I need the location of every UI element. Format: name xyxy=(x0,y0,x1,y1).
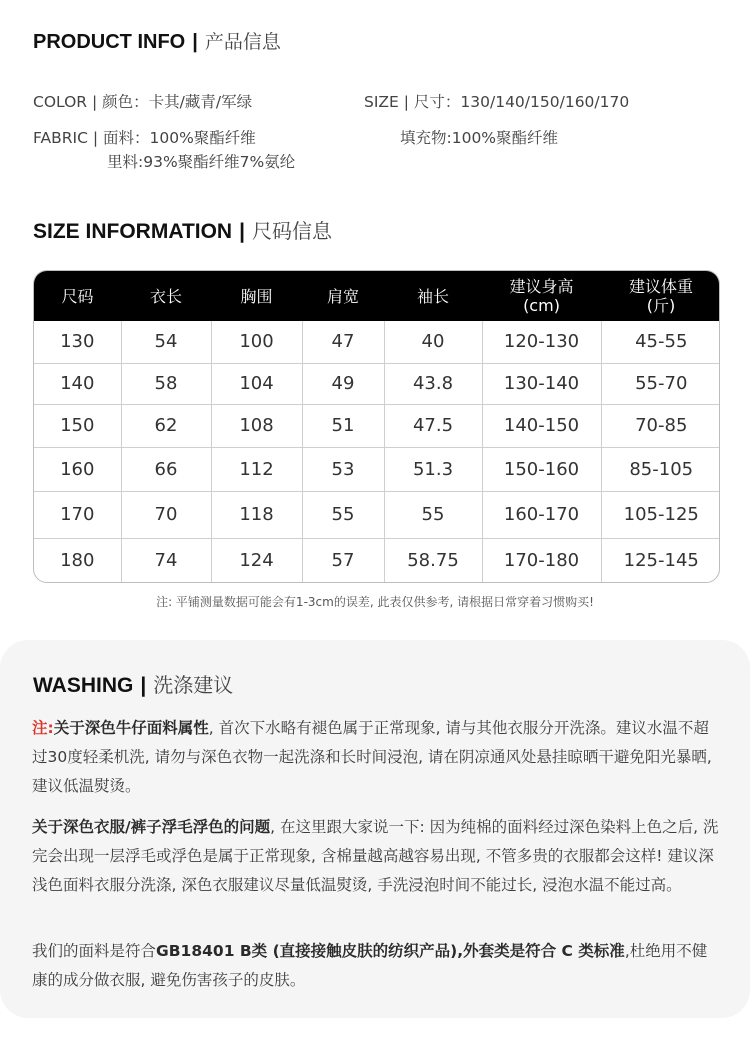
table-row xyxy=(34,404,720,447)
size-label: SIZE | 尺寸： xyxy=(364,93,461,111)
table-cell: 170 xyxy=(34,491,121,538)
fabric-label: FABRIC | 面料： xyxy=(33,129,150,147)
table-cell: 55 xyxy=(384,491,482,538)
washing-paragraph-lint xyxy=(32,813,722,900)
table-cell: 55 xyxy=(302,491,384,538)
color-value: 卡其/藏青/军绿 xyxy=(148,93,253,111)
table-cell: 104 xyxy=(211,363,302,404)
washing-title-en: WASHING xyxy=(33,674,134,697)
table-cell: 43.8 xyxy=(384,363,482,404)
table-cell: 66 xyxy=(121,447,211,491)
size-info-title-zh: 尺码信息 xyxy=(252,219,332,243)
table-cell: 120-130 xyxy=(482,321,601,363)
table-cell: 108 xyxy=(211,404,302,447)
paragraph-text: 我们的面料是符合 xyxy=(32,942,157,960)
table-cell: 49 xyxy=(302,363,384,404)
size-value: 130/140/150/160/170 xyxy=(460,93,630,111)
header-sleeve: 袖长 xyxy=(416,286,449,306)
header-height: 建议身高 (cm) xyxy=(509,277,574,315)
table-cell: 100 xyxy=(211,321,302,363)
product-info-title-zh: 产品信息 xyxy=(204,31,281,53)
table-cell: 58 xyxy=(121,363,211,404)
table-cell: 140 xyxy=(34,363,121,404)
paragraph-text: , 在这里跟大家说一下: 因为纯棉的面料经过深色染料上色之后, 洗完会出现一层浮毛或浮色是属于正常现象, 含棉量越高越容易出现, 不管多贵的衣服都会这样! 建议深浅色面料衣服分洗涤, 深色衣服建议尽量低温熨烫, 手洗浸泡时间不能过长, 浸泡水温不能过高。 xyxy=(32,818,719,894)
table-cell: 180 xyxy=(34,538,121,582)
fabric-spec xyxy=(33,126,256,148)
table-cell: 47.5 xyxy=(384,404,482,447)
table-cell: 112 xyxy=(211,447,302,491)
paragraph-lead: 关于深色衣服/裤子浮毛浮色的问题 xyxy=(32,818,271,836)
table-cell: 57 xyxy=(302,538,384,582)
table-cell: 150-160 xyxy=(482,447,601,491)
table-row xyxy=(34,447,720,491)
size-info-title-en: SIZE INFORMATION xyxy=(33,220,233,243)
table-cell: 118 xyxy=(211,491,302,538)
size-spec xyxy=(364,90,629,112)
color-spec xyxy=(33,90,252,112)
table-cell: 51.3 xyxy=(384,447,482,491)
table-cell: 58.75 xyxy=(384,538,482,582)
header-length: 衣长 xyxy=(149,286,182,306)
table-cell: 125-145 xyxy=(601,538,720,582)
table-row xyxy=(34,363,720,404)
table-cell: 40 xyxy=(384,321,482,363)
heading-separator: | xyxy=(239,220,245,243)
heading-separator: | xyxy=(192,31,198,53)
table-row xyxy=(34,491,720,538)
fabric-value: 100%聚酯纤维 xyxy=(149,129,256,147)
table-cell: 51 xyxy=(302,404,384,447)
washing-paragraph-standard xyxy=(32,937,722,995)
table-cell: 70 xyxy=(121,491,211,538)
paragraph-text: ,杜绝用不健康的成分做衣服, 避免伤害孩子的皮肤。 xyxy=(32,942,708,989)
table-cell: 105-125 xyxy=(601,491,720,538)
table-cell: 47 xyxy=(302,321,384,363)
table-cell: 85-105 xyxy=(601,447,720,491)
filling-spec: 填充物:100%聚酯纤维 xyxy=(400,129,559,147)
table-cell: 150 xyxy=(34,404,121,447)
product-info-title-en: PRODUCT INFO xyxy=(33,31,186,53)
paragraph-lead: 关于深色牛仔面料属性 xyxy=(53,719,209,737)
table-cell: 74 xyxy=(121,538,211,582)
table-cell: 170-180 xyxy=(482,538,601,582)
table-cell: 130-140 xyxy=(482,363,601,404)
table-cell: 124 xyxy=(211,538,302,582)
table-cell: 70-85 xyxy=(601,404,720,447)
table-cell: 160-170 xyxy=(482,491,601,538)
heading-separator: | xyxy=(140,674,147,697)
table-cell: 62 xyxy=(121,404,211,447)
table-row xyxy=(34,538,720,582)
washing-paragraph-denim xyxy=(32,714,722,801)
table-cell: 130 xyxy=(60,331,95,353)
table-cell: 53 xyxy=(302,447,384,491)
note-prefix: 注: xyxy=(32,719,54,737)
table-row xyxy=(34,321,720,363)
header-size: 尺码 xyxy=(61,286,94,306)
size-table-header-row xyxy=(34,271,720,321)
washing-heading xyxy=(33,669,233,698)
size-table xyxy=(33,270,720,583)
table-cell: 160 xyxy=(34,447,121,491)
size-info-heading xyxy=(33,215,332,244)
washing-title-zh: 洗涤建议 xyxy=(153,673,234,697)
paragraph-text: , 首次下水略有褪色属于正常现象, 请与其他衣服分开洗涤。建议水温不超过30度轻柔机洗, 请勿与深色衣物一起洗涤和长时间浸泡, 请在阴凉通风处悬挂晾晒干避免阳光暴晒, 建议低温熨烫。 xyxy=(32,719,712,795)
product-info-heading xyxy=(33,27,281,54)
color-label: COLOR | 颜色： xyxy=(33,93,149,111)
table-cell: 45-55 xyxy=(601,321,720,363)
lining-spec: 里料:93%聚酯纤维7%氨纶 xyxy=(107,153,296,171)
header-shoulder: 肩宽 xyxy=(326,286,359,306)
header-weight: 建议体重 (斤) xyxy=(628,277,693,315)
table-cell: 140-150 xyxy=(482,404,601,447)
measurement-note: 注: 平铺测量数据可能会有1-3cm的误差, 此表仅供参考, 请根据日常穿着习惯购买! xyxy=(156,595,594,609)
table-cell: 55-70 xyxy=(601,363,720,404)
table-cell: 54 xyxy=(121,321,211,363)
header-chest: 胸围 xyxy=(240,286,273,306)
standard-text: GB18401 B类 (直接接触皮肤的纺织产品),外套类是符合 C 类标准 xyxy=(156,942,625,960)
